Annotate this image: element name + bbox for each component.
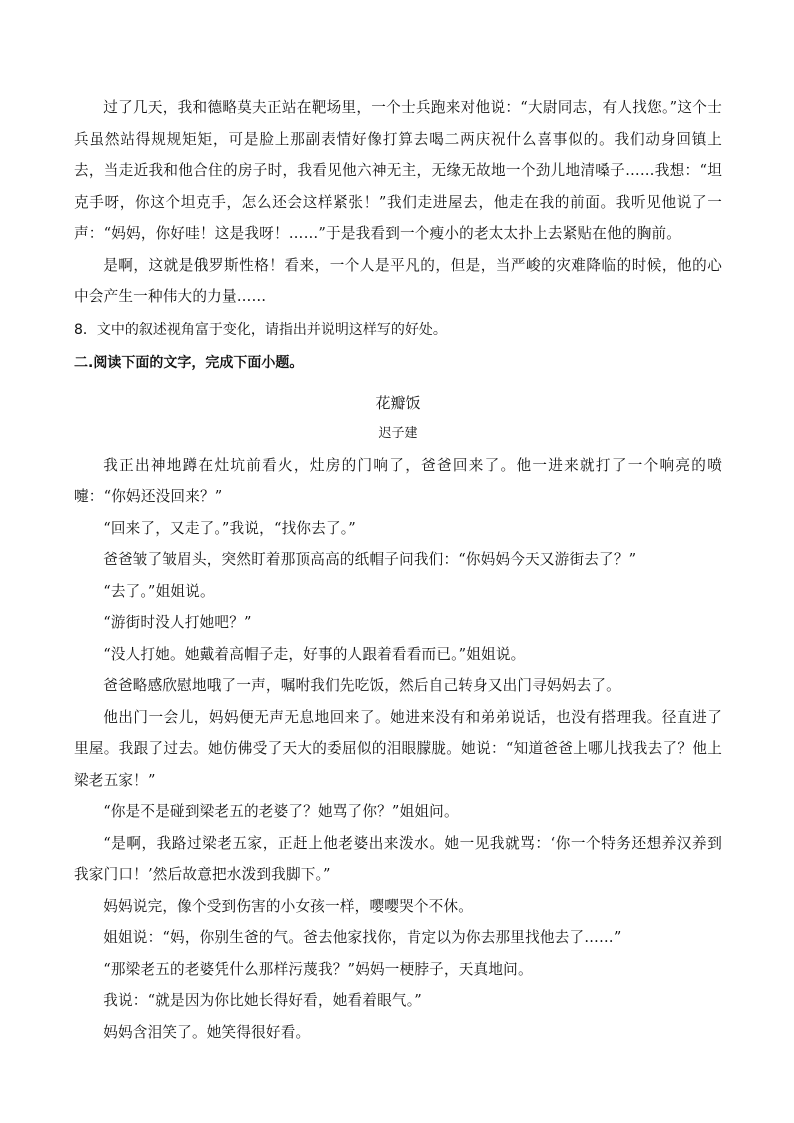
story-paragraph: “回来了，又走了。”我说，“找你去了。” [103,519,356,537]
story-paragraph: “没人打她。她戴着高帽子走，好事的人跟着看看而已。”姐姐说。 [103,645,526,663]
story-body [74,450,722,1049]
document-page [74,92,722,1048]
story-paragraph: 妈妈说完，像个受到伤害的小女孩一样，嘤嘤哭个不休。 [103,897,474,915]
story-title: 花瓣饭 [375,393,421,412]
story-paragraph: “你是不是碰到梁老五的老婆了？她骂了你？”姐姐问。 [103,803,459,820]
story-author: 迟子建 [378,425,418,441]
story-paragraph: “游街时没人打她吧？” [103,614,252,631]
story-paragraph: “去了。”姐姐说。 [103,582,215,600]
story-paragraph: 妈妈含泪笑了。她笑得很好看。 [103,1023,311,1041]
story-paragraph: 爸爸略感欣慰地哦了一声，嘱咐我们先吃饭，然后自己转身又出门寻妈妈去了。 [103,677,621,694]
story-paragraph: 我说：“就是因为你比她长得好看，她看着眼气。” [103,992,422,1009]
passage-paragraph-2: 是啊，这就是俄罗斯性格！看来，一个人是平凡的，但是，当严峻的灾难降临的时候，他的心中会产生一种伟大的力量…… [74,256,722,305]
story-paragraph: “是啊，我路过梁老五家，正赶上他老婆出来泼水。她一见我就骂：‘你一个特务还想养汉养到我家门口！’然后故意把水泼到我脚下。” [74,834,722,883]
section-2-heading: 二.阅读下面的文字，完成下面小题。 [74,354,304,371]
question-8: 8．文中的叙述视角富于变化，请指出并说明这样写的好处。 [74,321,447,338]
story-paragraph: 爸爸皱了皱眉头，突然盯着那顶高高的纸帽子问我们：“你妈妈今天又游街去了？” [103,551,637,568]
story-paragraph: 姐姐说：“妈，你别生爸的气。爸去他家找你，肯定以为你去那里找他去了……” [103,929,622,946]
story-paragraph: 他出门一会儿，妈妈便无声无息地回来了。她进来没有和弟弟说话，也没有搭理我。径直进了里屋。我跟了过去。她仿佛受了天大的委屈似的泪眼朦胧。她说：“知道爸爸上哪儿找我去了？他上梁老五家！” [74,708,722,789]
passage-paragraph-1: 过了几天，我和德略莫夫正站在靶场里，一个士兵跑来对他说：“大尉同志，有人找您。”这个士兵虽然站得规规矩矩，可是脸上那副表情好像打算去喝二两庆祝什么喜事似的。我们动身回镇上去，当走近我和他合住的房子时，我看见他六神无主，无缘无故地一个劲儿地清嗓子……我想：“坦克手呀，你这个坦克手，怎么还会这样紧张！”我们走进屋去，他走在我的前面。我听见他说了一声：“妈妈，你好哇！这是我呀！……”于是我看到一个瘦小的老太太扑上去紧贴在他的胸前。 [74,99,722,242]
story-paragraph: 我正出神地蹲在灶坑前看火，灶房的门响了，爸爸回来了。他一进来就打了一个响亮的喷嚏：“你妈还没回来？” [74,456,722,505]
story-paragraph: “那梁老五的老婆凭什么那样污蔑我？”妈妈一梗脖子，天真地问。 [103,960,533,978]
